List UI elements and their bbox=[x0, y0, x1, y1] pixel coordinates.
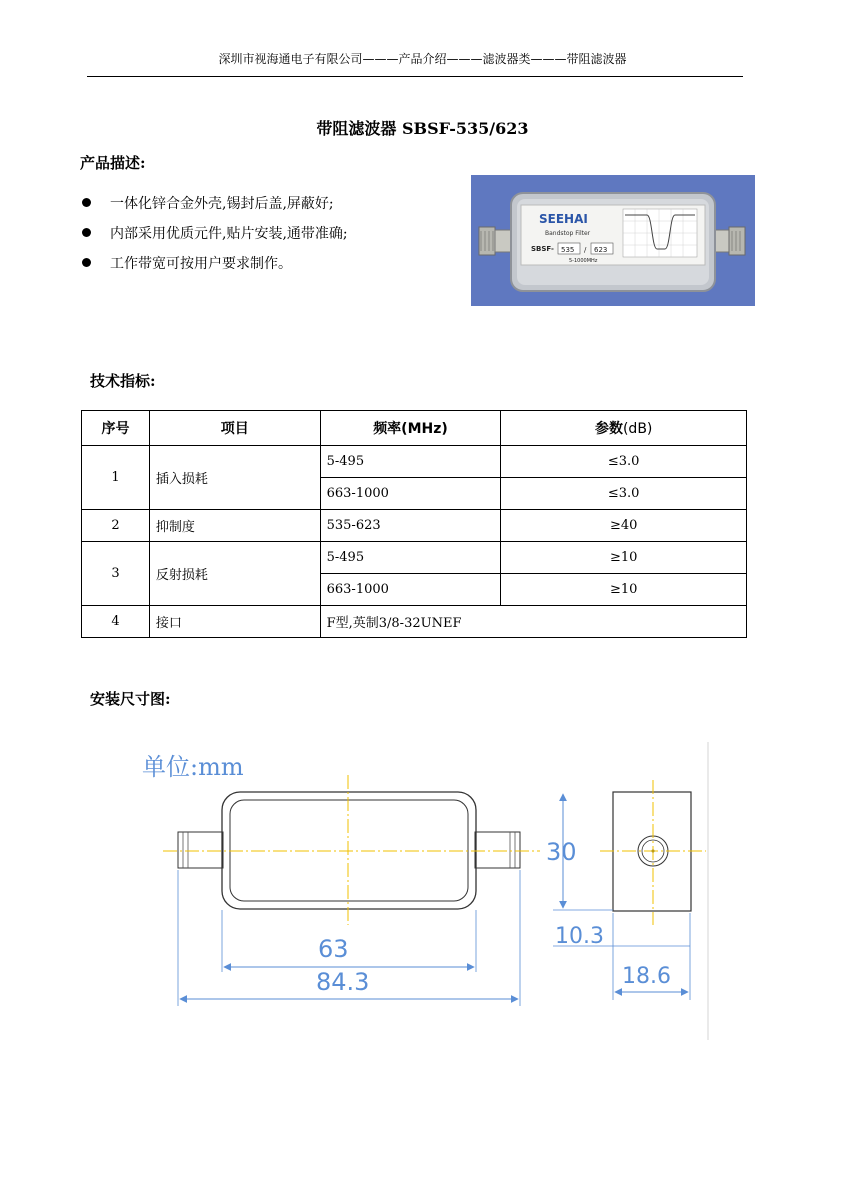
row-freq: 535-623 bbox=[320, 510, 501, 542]
photo-range: 5-1000MHz bbox=[569, 258, 598, 264]
photo-model-high: 623 bbox=[594, 246, 608, 254]
table-row bbox=[82, 510, 747, 542]
row-value: ≥10 bbox=[501, 542, 747, 574]
row-value: ≥10 bbox=[501, 574, 747, 606]
side-view bbox=[546, 742, 708, 1040]
drawing-unit-label: 单位:mm bbox=[142, 753, 244, 781]
row-item: 接口 bbox=[149, 606, 320, 638]
front-view bbox=[163, 775, 540, 1006]
bullet-icon bbox=[82, 228, 91, 237]
photo-model-prefix: SBSF- bbox=[531, 245, 554, 253]
description-heading: 产品描述: bbox=[80, 154, 146, 172]
spec-table bbox=[81, 410, 747, 638]
row-freq: 5-495 bbox=[320, 446, 501, 478]
row-freq: 663-1000 bbox=[320, 574, 501, 606]
drawing-heading: 安装尺寸图: bbox=[90, 690, 171, 708]
list-item: 一体化锌合金外壳,锡封后盖,屏蔽好; bbox=[80, 193, 348, 223]
page-title: 带阻滤波器 SBSF-535/623 bbox=[316, 119, 529, 138]
specs-heading: 技术指标: bbox=[90, 372, 156, 390]
row-index: 3 bbox=[82, 542, 150, 606]
col-header-index: 序号 bbox=[82, 411, 150, 446]
table-row bbox=[82, 606, 747, 638]
dim-offset: 10.3 bbox=[555, 924, 604, 949]
col-header-item: 项目 bbox=[149, 411, 320, 446]
bullet-icon bbox=[82, 258, 91, 267]
photo-model-low: 535 bbox=[561, 246, 575, 254]
photo-model-sep: / bbox=[584, 246, 587, 254]
installation-drawing bbox=[0, 730, 845, 1050]
frequency-response-graph bbox=[623, 209, 697, 257]
bullet-icon bbox=[82, 198, 91, 207]
table-header-row bbox=[82, 411, 747, 446]
row-index: 2 bbox=[82, 510, 150, 542]
col-header-param: 参数(dB) bbox=[501, 411, 747, 446]
dim-body-length: 63 bbox=[318, 935, 349, 963]
dim-total-length: 84.3 bbox=[316, 968, 370, 996]
photo-brand: SEEHAI bbox=[539, 212, 588, 226]
table-row bbox=[82, 542, 747, 574]
row-item: 反射损耗 bbox=[149, 542, 320, 606]
page-header-breadcrumb: 深圳市视海通电子有限公司———产品介绍———滤波器类———带阻滤波器 bbox=[218, 52, 627, 66]
row-index: 4 bbox=[82, 606, 150, 638]
dim-height: 30 bbox=[546, 838, 577, 866]
row-freq: 663-1000 bbox=[320, 478, 501, 510]
row-value: ≤3.0 bbox=[501, 478, 747, 510]
row-value: ≥40 bbox=[501, 510, 747, 542]
feature-list bbox=[80, 193, 348, 283]
header-divider bbox=[87, 76, 743, 77]
list-item: 内部采用优质元件,贴片安装,通带准确; bbox=[80, 223, 348, 253]
row-item: 抑制度 bbox=[149, 510, 320, 542]
product-photo bbox=[471, 175, 755, 306]
row-freq: 5-495 bbox=[320, 542, 501, 574]
dim-depth: 18.6 bbox=[622, 964, 671, 989]
row-value: F型,英制3/8-32UNEF bbox=[320, 606, 746, 638]
list-item: 工作带宽可按用户要求制作。 bbox=[80, 253, 348, 283]
row-value: ≤3.0 bbox=[501, 446, 747, 478]
photo-subtitle: Bandstop Filter bbox=[545, 230, 591, 237]
row-index: 1 bbox=[82, 446, 150, 510]
row-item: 插入损耗 bbox=[149, 446, 320, 510]
col-header-freq: 频率(MHz) bbox=[320, 411, 501, 446]
table-row bbox=[82, 446, 747, 478]
